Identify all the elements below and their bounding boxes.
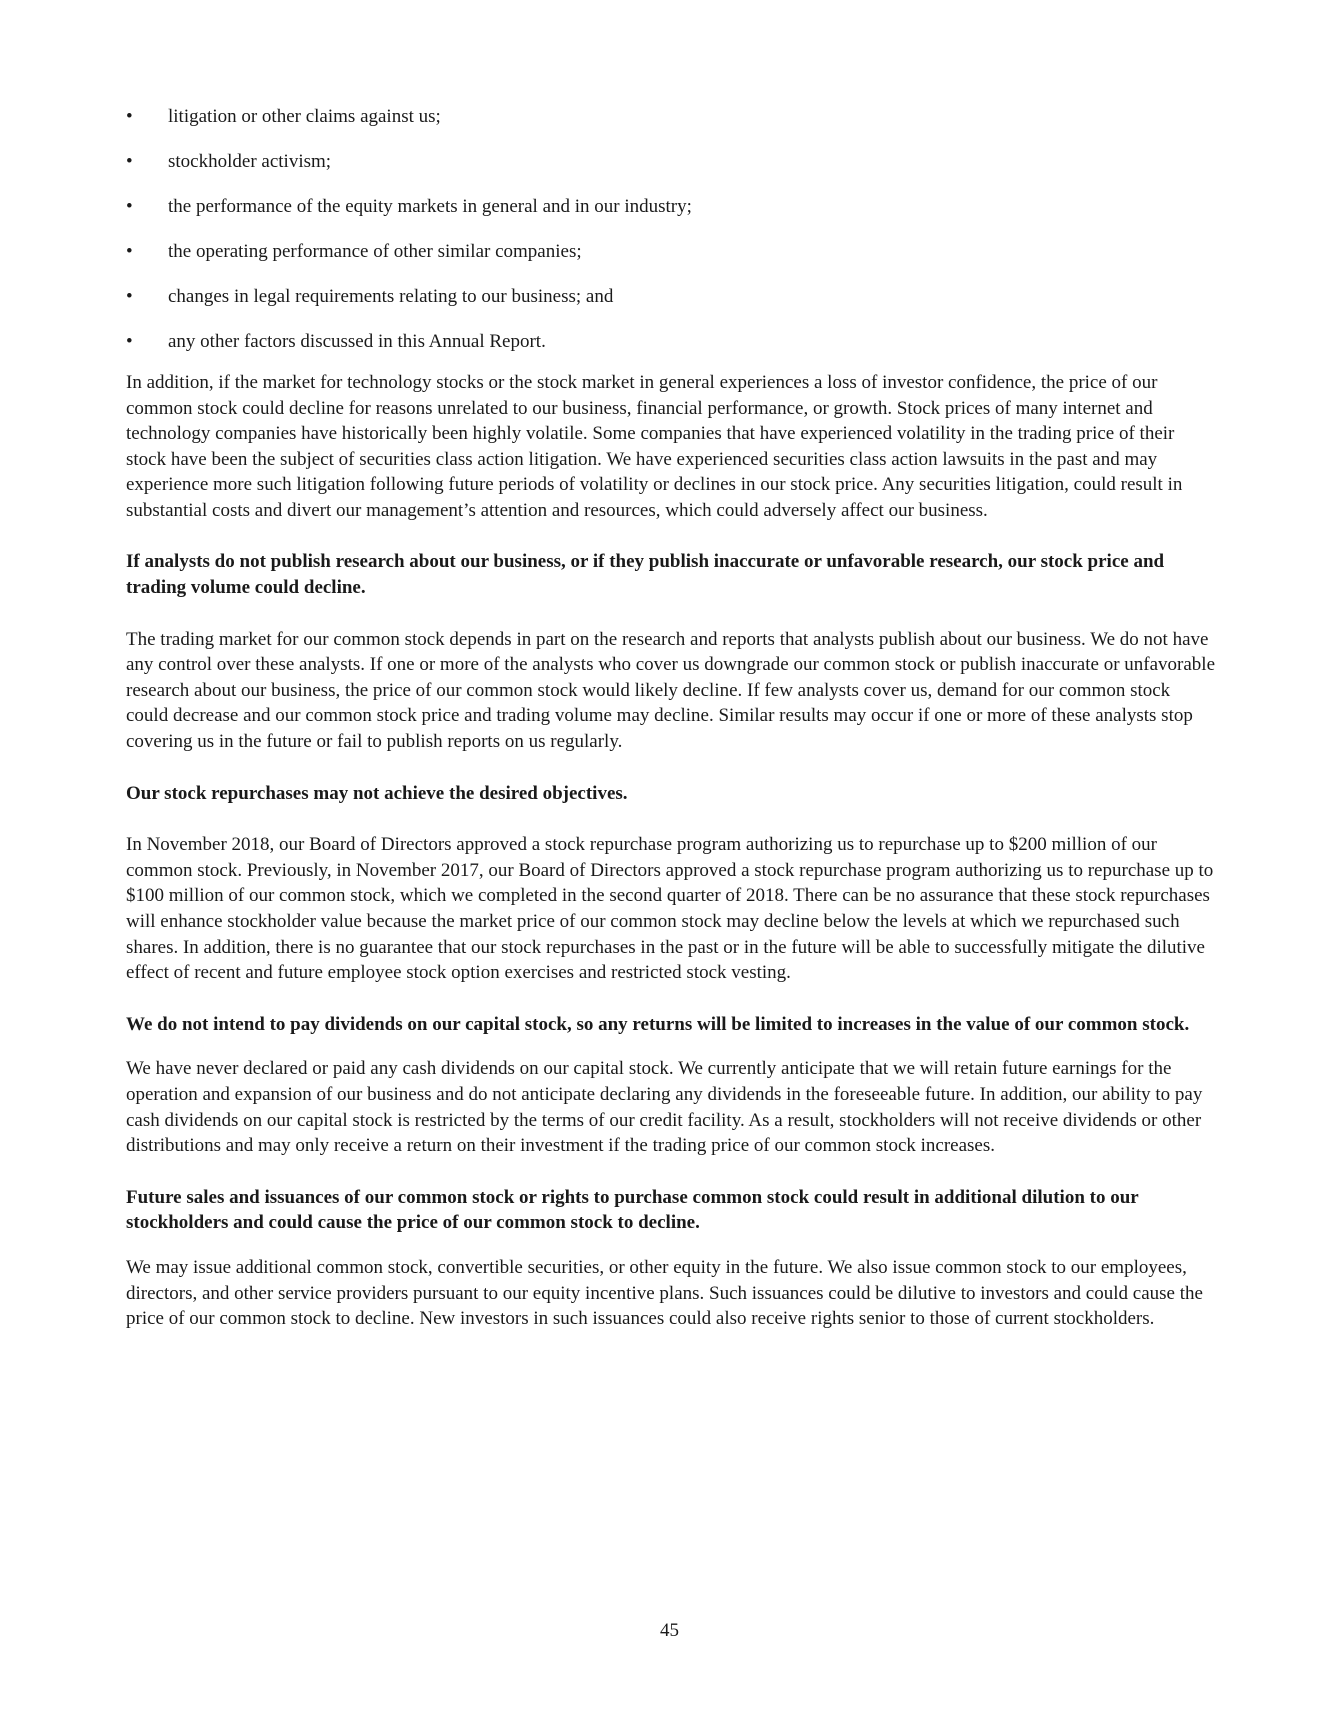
bullet-marker: • [126, 285, 133, 307]
bullet-marker: • [126, 150, 133, 172]
page-number: 45 [660, 1620, 679, 1641]
list-item [126, 329, 1216, 355]
bullet-marker: • [126, 106, 133, 127]
list-item-text: stockholder activism; [168, 150, 332, 172]
dilution-paragraph: We may issue additional common stock, convertible securities, or other equity in the future. We also issue common stock to our employees, directors, and other service providers pursuant to our equity incentive plans. Such issuances could be dilutive to investors and could cause the price of our common stock to decline. New investors in such issuances could also receive rights senior to those of current stockholders. [126, 1256, 1203, 1330]
list-item [126, 104, 1216, 130]
risk-factor-bullet-list [126, 104, 1216, 355]
section-heading-analysts: If analysts do not publish research about our business, or if they publish inaccurate or unfavorable research, our stock price and trading volume could decline. [126, 551, 1165, 599]
list-item-text: litigation or other claims against us; [168, 106, 441, 127]
section-heading-dividends: We do not intend to pay dividends on our capital stock, so any returns will be limited to increases in the value of our common stock. [126, 1013, 1190, 1035]
list-item-text: any other factors discussed in this Annual Report. [168, 330, 546, 352]
dividends-paragraph: We have never declared or paid any cash dividends on our capital stock. We currently anticipate that we will retain future earnings for the operation and expansion of our business and do not anticipate declaring any dividends in the foreseeable future. In addition, our ability to pay cash dividends on our capital stock is restricted by the terms of our credit facility. As a result, stockholders will not receive dividends or other distributions and may only receive a return on their investment if the trading price of our common stock increases. [126, 1058, 1203, 1157]
bullet-marker: • [126, 195, 133, 217]
list-item-text: the operating performance of other similar companies; [168, 240, 582, 262]
list-item [126, 149, 1216, 175]
section-heading-repurchases: Our stock repurchases may not achieve the desired objectives. [126, 782, 628, 804]
list-item-text: changes in legal requirements relating to our business; and [168, 285, 614, 307]
document-page [126, 104, 1216, 1332]
repurchases-paragraph: In November 2018, our Board of Directors approved a stock repurchase program authorizing us to repurchase up to $200 million of our common stock. Previously, in November 2017, our Board of Directors approved a stock repurchase program authorizing us to repurchase up to $100 million of our common stock, which we completed in the second quarter of 2018. There can be no assurance that these stock repurchases will enhance stockholder value because the market price of our common stock may decline below the levels at which we repurchased such shares. In addition, there is no guarantee that our stock repurchases in the past or in the future will be able to successfully mitigate the dilutive effect of recent and future employee stock option exercises and restricted stock vesting. [126, 834, 1214, 984]
list-item [126, 284, 1216, 310]
list-item [126, 239, 1216, 265]
list-item [126, 194, 1216, 220]
section-heading-dilution: Future sales and issuances of our common stock or rights to purchase common stock could result in additional dilution to our stockholders and could cause the price of our common stock to decline. [126, 1186, 1139, 1234]
analysts-paragraph: The trading market for our common stock depends in part on the research and reports that analysts publish about our business. We do not have any control over these analysts. If one or more of the analysts who cover us downgrade our common stock or publish inaccurate or unfavorable research about our business, the price of our common stock would likely decline. If few analysts cover us, demand for our common stock could decrease and our common stock price and trading volume may decline. Similar results may occur if one or more of these analysts stop covering us in the future or fail to publish reports on us regularly. [126, 628, 1216, 753]
list-item-text: the performance of the equity markets in general and in our industry; [168, 195, 692, 217]
bullet-marker: • [126, 330, 133, 352]
bullet-marker: • [126, 240, 133, 262]
market-volatility-paragraph: In addition, if the market for technology stocks or the stock market in general experiences a loss of investor confidence, the price of our common stock could decline for reasons unrelated to our business, financial performance, or growth. Stock prices of many internet and technology companies have historically been highly volatile. Some companies that have experienced volatility in the trading price of their stock have been the subject of securities class action litigation. We have experienced securities class action lawsuits in the past and may experience more such litigation following future periods of volatility or declines in our stock price. Any securities litigation, could result in substantial costs and divert our management’s attention and resources, which could adversely affect our business. [126, 371, 1183, 521]
